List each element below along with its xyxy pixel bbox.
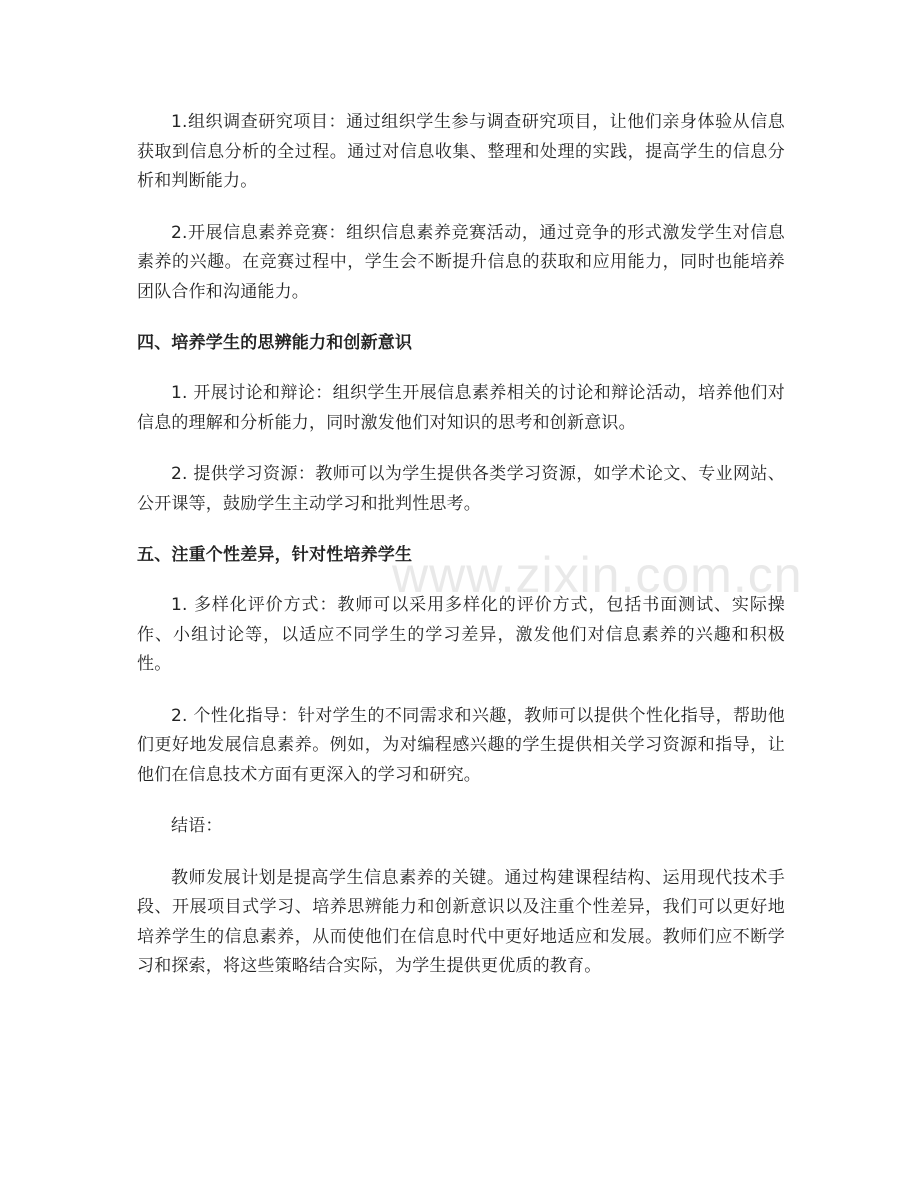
paragraph-learning-resources: 2. 提供学习资源：教师可以为学生提供各类学习资源，如学术论文、专业网站、公开课等，鼓励学生主动学习和批判性思考。 [137, 464, 785, 514]
paragraph-info-competition: 2.开展信息素养竞赛：组织信息素养竞赛活动，通过竞争的形式激发学生对信息素养的兴趣。在竞赛过程中，学生会不断提升信息的获取和应用能力，同时也能培养团队合作和沟通能力。 [137, 222, 785, 302]
section-heading-individual-differences: 五、注重个性差异，针对性培养学生 [137, 545, 413, 565]
watermark: www.zixin.com.cn [392, 547, 803, 603]
paragraph-discussion-debate: 1. 开展讨论和辩论：组织学生开展信息素养相关的讨论和辩论活动，培养他们对信息的理解和分析能力，同时激发他们对知识的思考和创新意识。 [137, 383, 785, 433]
document-body [137, 108, 785, 1004]
paragraph-conclusion-body: 教师发展计划是提高学生信息素养的关键。通过构建课程结构、运用现代技术手段、开展项目式学习、培养思辨能力和创新意识以及注重个性差异，我们可以更好地培养学生的信息素养，从而使他们在信息时代中更好地适应和发展。教师们应不断学习和探索，将这些策略结合实际，为学生提供更优质的教育。 [137, 867, 785, 976]
paragraph-personalized-guidance: 2. 个性化指导：针对学生的不同需求和兴趣，教师可以提供个性化指导，帮助他们更好地发展信息素养。例如，为对编程感兴趣的学生提供相关学习资源和指导，让他们在信息技术方面有更深入的学习和研究。 [137, 705, 785, 785]
paragraph-survey-project: 1.组织调查研究项目：通过组织学生参与调查研究项目，让他们亲身体验从信息获取到信息分析的全过程。通过对信息收集、整理和处理的实践，提高学生的信息分析和判断能力。 [137, 112, 785, 191]
section-heading-critical-thinking: 四、培养学生的思辨能力和创新意识 [137, 333, 413, 353]
paragraph-diverse-evaluation: 1. 多样化评价方式：教师可以采用多样化的评价方式，包括书面测试、实际操作、小组讨论等，以适应不同学生的学习差异，激发他们对信息素养的兴趣和积极性。 [137, 595, 785, 674]
paragraph-conclusion-label: 结语： [171, 816, 223, 836]
